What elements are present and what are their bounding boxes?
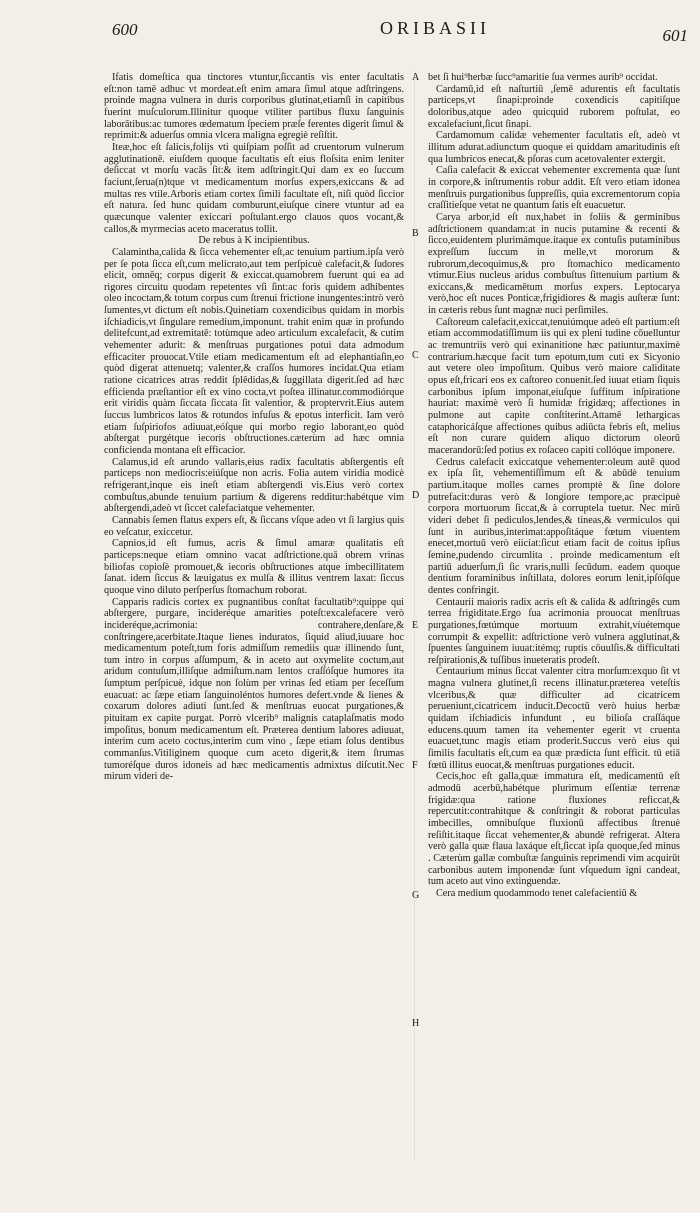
paragraph-cardamum: Cardamū,id eſt naſturtiū ,ſemē adurentis eſt facultatis particeps,vt ſinapi:proinde coxendicis capitiſque doloribus,atque adeo quicquid ruborem poſtulat, eo excalefaciunt,ſicut ſinapi. [428, 83, 680, 130]
margin-marker-f: F [412, 760, 418, 771]
margin-marker-d: D [412, 490, 420, 501]
paragraph-centaurium-minus: Centaurium minus ſiccat valenter citra morſum:exquo ſit vt magna vulnera glutinet,ſi recens illinatur.præterea veteſtis vlceribus,& quæ difficulter ad cicatricem perueniunt,cicatricem inducit.Decoctū verò huius herbæ quidam iſchiadicis infundunt , eu bilioſa craſſáque educens.quum tamen ita vehementer egerit vt cruenta euacuet,tunc magis etiam proderit.Succus verò eius qui ſimilis facultatis eſt,cum ea quæ prædicta ſunt efficit. tū etiā fœtū illitus euocat,& menſtruas purgationes educit. [428, 666, 680, 771]
running-head: ORIBASII [380, 18, 491, 38]
left-column [104, 72, 404, 783]
margin-marker-g: G [412, 890, 420, 901]
paragraph-calamus: Calamus,id eſt arundo vallaris,eius radix facultatis abſtergentis eſt particeps non mediocris:eiúſque non acris. Folia autem viridia modicè refrigerant,inque eis ineſt etiam abſtergendi vis.Eius verò cortex combuſtus,abunde tenuium partium & digerens redditur:habétque vim abſtergendi,adeò vt ſiccet calefaciatque vehementer. [104, 456, 404, 515]
right-column [428, 72, 680, 900]
margin-marker-c: C [412, 350, 419, 361]
paragraph-cardamomum: Cardamomum calidæ vehementer facultatis eſt, adeò vt illitum adurat.adiunctum quoque ei quiddam amaritudinis eſt qua lumbricos enecat,& pſoras cum acetovalenter extergit. [428, 130, 680, 165]
paragraph-isatis: Ifatis domeſtica qua tinctores vtuntur,ſiccantis vis enter facultatis eſt:non tamē adhuc vt mordeat.eſt enim amara ſimul atque adſtringens. proinde magna vulnera in duris corporibus glutinat,etiamſi in capitibus fuerint muſculorum.Illinitur quoque vtiliter partibus fluxu ſanguinis laborātibus:ac tumores œdematum ſpeciem præſe ferentes digerit ſimul & reprimit:& aduerſus omnia vlcera maligna egregiè reſiſtit. [104, 72, 404, 142]
paragraph-carya: Carya arbor,id eſt nux,habet in foliis & germinibus adſtrictionem quandam:at in nucis putamine & recenti & ſicco,euidentem plurimámque.itaque ex contuſis putaminibus expreſſum ſuccum in melle,vt mororum & rubrorum,decoquimus,& pro ſtomachico medicamento vtimur.Eius nucleus aridus combuſtus ſittenuium partium & exiccans,& medicamētum morſus expers. Leptocarya verò,hoc eſt nuces Ponticæ,frigidiores & magis auſteræ ſunt: in cæteris rebus ſunt magnæ nuci perſimiles. [428, 211, 680, 317]
paragraph-centaurii-maioris: Centaurii maioris radix acris eſt & calida & adſtringēs cum terrea frigiditate.Ergo ſua acrimonia prouocat menſtruas purgationes,fœtúmque mortuum extrahit,víuétemque corrumpit & expellit: adſtrictione verò vulnera agglutinat,& ſpuentes ſanguinem iuuat:itémq; ruptis cōuulſis.& difficultati reſpirationis,& tuſſibus inueteratis prodeſt. [428, 596, 680, 666]
page-number-right: 601 [662, 26, 688, 45]
paragraph-castoreum: Caſtoreum calefacit,exiccat,tenuiúmque adeò eſt partium:eſt etiam accommodatiſſimum iis qui ex pleni tudine cōuelluntur ac tremuntriis verò qui exinanitione hæc patiuntur,maximè contrarium.hæcque facit tum epotum,tum cuti ex Sicyonio aut vetere oleo impoſitum. Quibus verò maiore caliditate opus eſt,fricari eos ex caſtoreo conuenit.ſed iuuat etiam ſiquis carbonibus ipſum imponat,eiuſque ſuffitum inſpiratione hauriat: maximè verò ſi humidæ frigidæq; affectiones in pulmone aut capite conſtiterint.Attamē lethargicas cataphoricáſque affectiones quibus adiūcta febris eſt, melius eſt non curare quidem aliquo dictorum oleorū macerandorū:ſed potius ex roſaceo capiti collóque imponere. [428, 316, 680, 456]
page-number-left: 600 [112, 20, 138, 39]
paragraph-capnios: Capnios,id eſt fumus, acris & ſimul amaræ qualitatis eſt particeps:neque etiam omnino vacat adſtrictione.quā obrem vrinas biliofas copioſè promouet,& iecoris obſtructiones atque imbecillitatem ſanat. idem ſiccus & læuigatus ex mulſa & illitus ventrem laxat: ſiccus quoque vino diluto perſperſus ſtomachum roborat. [104, 538, 404, 596]
margin-marker-a: A [412, 72, 420, 83]
paragraph-calamintha: Calamintha,calida & ſicca vehementer eſt,ac tenuium partium.ipſa verò per ſe pota ſicca eſt,cum melicrato,aut tem perſpicuè calefacit,& ſudores elicit, omnēq; corpus digerit & exiccat.quamobrem fuerunt qui ea ad rigores circuitu quodam repetentes vſi ſint:ac foris quidem adhibentes oleo incoctam,& totum corpus cum ſtrenui frictione inungentes:intrò verò ſumentes,vt dictum eſt nobis.Quinetiam coxendicibus quidam in morbis iſchiadicis,vt ſingulare remedium,imponunt. trahit enim quæ in profundo delitefcunt,ad extremitatē: totùmque adeo articulum excalefacit, & cutim vehementer adurit: & menſtruas purgationes potui data admodum efficaciter prouocat.Vtile etiam medicamentum eſt ad elephantiaſin,eo quòd digerat attenuetq; valenter,& craſſos humores incidat.Qua etiam ratione cicatrices atras reddit ſplēdidas,& ſuggillata digerit.ſed ad hæc efficienda præſtantior eſt ex vino cocta,vt poſtea illinatur.commodiórque erit viridis quàm ſiccata ſiccata ſit valentior, & proptervrit.Eius autem ſuccus lumbricos latos & rotundos infuſus & epotus interficit. Iam verò etiam ſuſpiriofos adiuuat,eóſque qui morbo regio laborant,eo quòd abſtergat purgétque iecoris obſtructiones.cæterùm ad hæc omnia conficienda montana eſt efficacior. [104, 246, 404, 456]
paragraph-casia: Caſia calefacit & exiccat vehementer excrementa quæ ſunt in corpore,& inſtrumentis robur addit. Eſt vero etiam idonea menſtruis purgationibus ſuppreſſis, quia excrementorum copia craſſitieſque vetat ne quantum ſatis eſt euacuetur. [428, 165, 680, 212]
margin-marker-e: E [412, 620, 419, 631]
section-heading-k: De rebus à K incipientibus. [198, 235, 310, 247]
paragraph-itea: Iteæ,hoc eſt ſalicis,folijs vti quiſpiam poſſit ad cruentorum vulnerum agglutinationē. eiuſdem quoque facultatis eſt eius floſsita enim leniter deſiccat vt morſu vacās ſit:& item adſtringit.Qui dam ex eo ſuccum faciunt,ſerua(n)tque vt medicamentum morſus expers,exiccans & ad multas res vtile.Arboris etiam cortex ſimili facultate eſt, niſi quòd ſiccior eſt natura. ſed hunc quidam comburunt,eiuſque cinere vtuntur ad ea quæcunque valenter exiccari poſtulant.ergo clauos quos vocant,& callos,& myrmecias aceto maceratus tollit. [104, 141, 404, 235]
paragraph-cera: Cera medium quodammodo tenet calefacientiū & [436, 887, 638, 899]
paragraph-capparis: Capparis radicis cortex ex pugnantibus conſtat facultatib⁹:quippe qui abſtergere, purgare, incideréque amarities poteſt:excalefacere verò incideréque,acrimonia: contrahere,denſare,& conſtringere,acerbitate.Itaque lienes induratos, ſiquid aliud,iuuare hoc medicamentum poteſt,tum foris admiſſum remediis quæ illinendo ſunt, tum intro in corpus aſſumpum, & in aceto aut oxymelite coctum,aut aridum contuſum,illiſque admiſtum.nam lentos craſſóſque humores ita ſumptum perſpicuè, idque non ſolùm per vrinas ſed etiam per ſeceſſum euacuat: ac ſæpe etiam ſanguinoléntos humores defert.vnde & lienes & coxarum dolores adiuti ſunt.ſed & menſtruas euocat purgationes,& pituitam ex capite purgat. Porrò vlcerib⁹ malignis cataplaſmatis modo impoſitus, bonum medicamentum eſt. Præterea dentium labores adiuuat, interim cum aceto coctus,interim cum vino , ſæpe etiam ſolus dentibus commanſus.Vitiliginem quoque cum aceto digerit,& item ſtrumas tumoréſque duros idoneis ad hæc medicamentis admixtus diſcutit.Nec mirum videri de- [104, 596, 404, 783]
margin-marker-b: B [412, 228, 419, 239]
paragraph-cedrus: Cedrus calefacit exiccatque vehementer:oleum autē quod ex ipſa ſit, vehementiſſimum eſt & abūdè tenuium partium.itaque molles carnes promptè & ſine dolore putrefacit:duras verò & longiore tempore,ac præcipuè corpora mortuorum ſiccat,& à corruptela tuetur. Nec mirū videri debet ſi pediculos,lendes,& tineas,& vermiculos qui ſunt in auribus,interimat:appoſitáque fœtum viuentem enecet,mortuū verò eiiciat:ſicut etiam facit de coitus ipſius ſemine,pudendo circumlita . proinde medicamentum eſt partiū aduerſum,ſi ſic vraris,nulli ſecūdum. eadem quoque dentium foraminibus inſtillata, dolores eorum lenit,ipſóſque dentes confringit. [428, 456, 680, 596]
paragraph-cecis: Cecis,hoc eſt galla,quæ immatura eſt, medicamentū eſt admodū acerbū,habétque plurimum eſſentiæ terrenæ frigidæ:qua ratione fluxiones reficcat,& repercutit:contrahitque & conſtringit & roborat particulas imbecilles, omnibuſque fluxionū affectibus ſtrenuè reſiſtit.itaque ſiccat vehementer,& abundè refrigerat. Altera verò galla quæ flaua laxáque eſt,ſiccat ipſa quoque,ſed minus . Cæterùm gallæ combuſtæ ſanguinis reprimendi vim acquirūt carbonibus autem imponendæ ſunt vſquedum igni candeat, tum aceto aut vino extinguendæ. [428, 771, 680, 888]
paragraph-cannabis: Cannabis ſemen flatus expers eſt, & ſiccans vſque adeo vt ſi largius quis eo veſcatur, exiccetur. [104, 514, 404, 538]
margin-marker-h: H [412, 1018, 420, 1029]
paragraph-continuation: bet ſi hui⁹herbæ ſucc⁹amaritie ſua vermes aurib⁹ occidat. [428, 72, 658, 83]
